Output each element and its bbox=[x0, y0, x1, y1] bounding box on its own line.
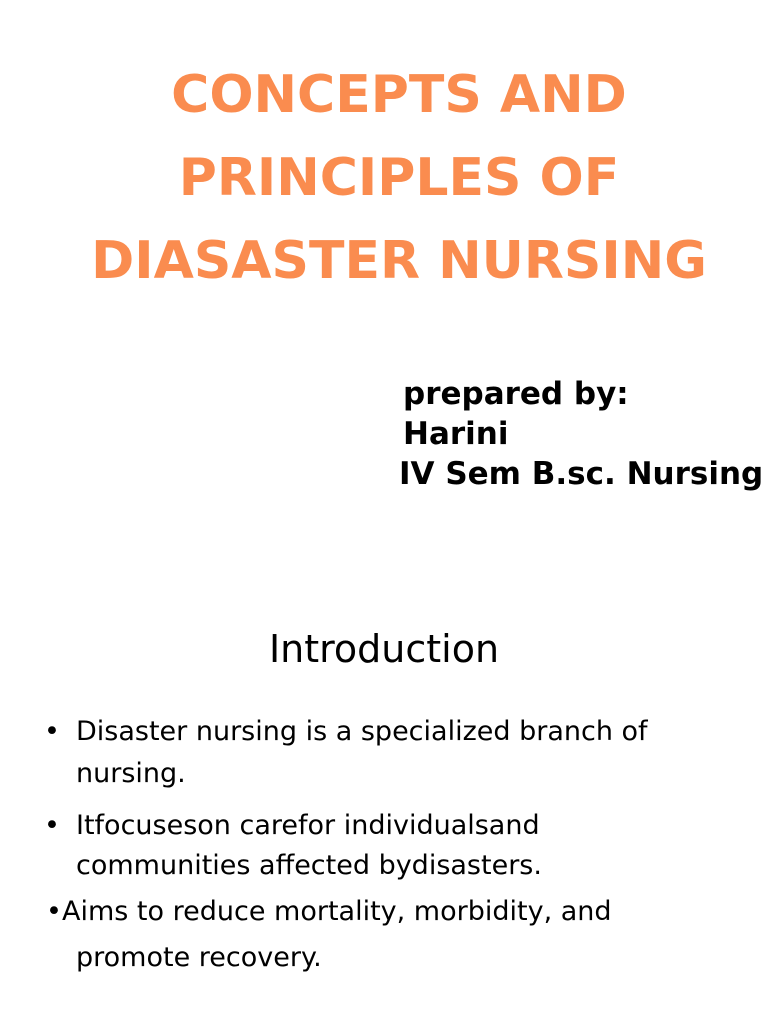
bullet-marker: • bbox=[44, 810, 60, 841]
prepared-by-label: prepared by: bbox=[403, 376, 629, 412]
bullet-1-line-1: Disaster nursing is a specialized branch of bbox=[76, 716, 648, 747]
bullet-3-line-1: Aims to reduce mortality, morbidity, and bbox=[62, 896, 612, 927]
bullet-3-line-2: promote recovery. bbox=[76, 942, 322, 973]
title-line-1: CONCEPTS AND bbox=[171, 65, 627, 125]
bullet-2-line-2: communities affected bydisasters. bbox=[76, 850, 542, 881]
bullet-marker: • bbox=[46, 896, 62, 927]
bullet-marker: • bbox=[44, 716, 60, 747]
bullet-1-line-2: nursing. bbox=[76, 758, 186, 789]
bullet-2-line-1: Itfocuseson carefor individualsand bbox=[76, 810, 540, 841]
slide-title bbox=[0, 54, 768, 303]
intro-heading: Introduction bbox=[268, 627, 500, 671]
title-line-2: PRINCIPLES OF bbox=[178, 148, 620, 208]
title-line-3: DIASASTER NURSING bbox=[91, 231, 707, 291]
author-course: IV Sem B.sc. Nursing bbox=[399, 456, 764, 492]
author-name: Harini bbox=[403, 416, 509, 452]
